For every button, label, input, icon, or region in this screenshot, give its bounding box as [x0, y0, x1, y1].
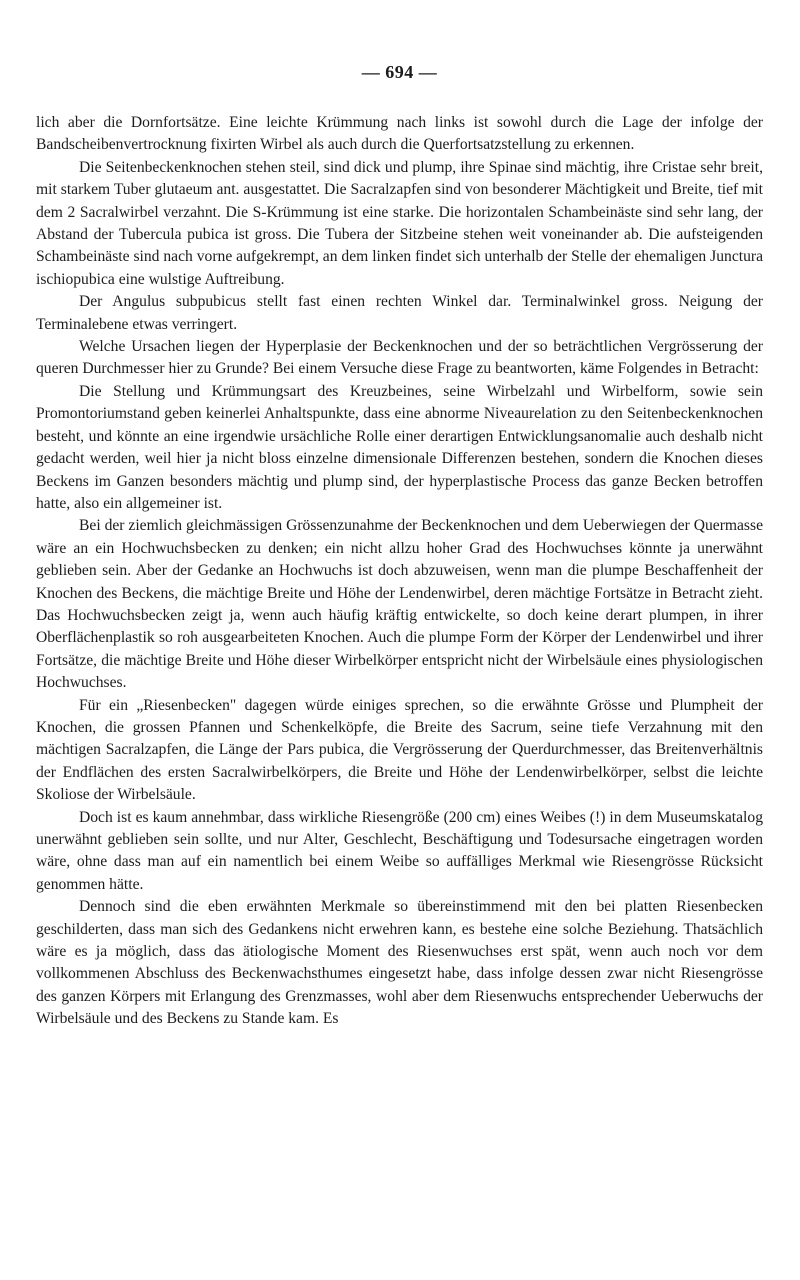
- paragraph-5: Die Stellung und Krümmungsart des Kreuzbeines, seine Wirbelzahl und Wirbelform, sowie sein Promontoriumstand geben keinerlei Anhaltspunkte, dass eine abnorme Niveaurelation zu den Seitenbeckenknochen besteht, und könnte an eine irgendwie ursächliche Rolle einer derartigen Entwicklungsanomalie auch deshalb nicht gedacht werden, weil hier ja nicht bloss einzelne dimensionale Differenzen bestehen, sondern die Knochen dieses Beckens im Ganzen besonders mächtig und plump sind, der hyperplastische Process das ganze Becken betroffen hatte, also ein allgemeiner ist.: [36, 382, 763, 512]
- paragraph-4: Welche Ursachen liegen der Hyperplasie der Beckenknochen und der so beträchtlichen Vergrösserung der queren Durchmesser hier zu Grunde? Bei einem Versuche diese Frage zu beantworten, käme Folgendes in Betracht:: [36, 338, 763, 378]
- paragraph-6: Bei der ziemlich gleichmässigen Grössenzunahme der Beckenknochen und dem Ueberwiegen der Quermasse wäre an ein Hochwuchsbecken zu denken; ein nicht allzu hoher Grad des Hochwuchses könnte ja unerwähnt geblieben sein. Aber der Gedanke an Hochwuchs ist doch abzuweisen, wenn man die plumpe Beschaffenheit der Knochen des Beckens, die mächtige Breite und Höhe der Lendenwirbel, deren mächtige Fortsätze in Betracht zieht. Das Hochwuchsbecken zeigt ja, wenn auch häufig kräftig entwickelte, so doch keine derart plumpen, in ihrer Oberflächenplastik so roh ausgearbeiteten Knochen. Auch die plumpe Form der Körper der Lendenwirbel und ihrer Fortsätze, die mächtige Breite und Höhe dieser Wirbelkörper entspricht nicht der Wirbelsäule eines physiologischen Hochwuchses.: [36, 517, 763, 692]
- body-text: [36, 112, 763, 1031]
- document-page: [36, 0, 763, 1280]
- paragraph-3: Der Angulus subpubicus stellt fast einen rechten Winkel dar. Terminalwinkel gross. Neigung der Terminalebene etwas verringert.: [36, 293, 763, 333]
- paragraph-7: Für ein „Riesenbecken" dagegen würde einiges sprechen, so die erwähnte Grösse und Plumpheit der Knochen, die grossen Pfannen und Schenkelköpfe, die Breite des Sacrum, seine tiefe Verzahnung mit den mächtigen Sacralzapfen, die Länge der Pars pubica, die Vergrösserung der Querdurchmesser, das Breitenverhältnis der Endflächen des ersten Sacralwirbelkörpers, die Breite und Höhe der Lendenwirbelkörper, selbst die leichte Skoliose der Wirbelsäule.: [36, 696, 763, 804]
- paragraph-2: Die Seitenbeckenknochen stehen steil, sind dick und plump, ihre Spinae sind mächtig, ihre Cristae sehr breit, mit starkem Tuber glutaeum ant. ausgestattet. Die Sacralzapfen sind von besonderer Mächtigkeit und Breite, tief mit dem 2 Sacralwirbel verzahnt. Die S-Krümmung ist eine starke. Die horizontalen Schambeinäste sind sehr lang, der Abstand der Tubercula pubica ist gross. Die Tubera der Sitzbeine stehen weit voneinander ab. Die aufsteigenden Schambeinäste sind nach vorne aufgekrempt, an dem linken findet sich unterhalb der Stelle der ehemaligen Junctura ischiopubica eine wulstige Auftreibung.: [36, 158, 763, 288]
- paragraph-8: Doch ist es kaum annehmbar, dass wirkliche Riesengröße (200 cm) eines Weibes (!) in dem Museumskatalog unerwähnt geblieben sein sollte, und nur Alter, Geschlecht, Beschäftigung und Todesursache eingetragen worden wäre, ohne dass man auf ein namentlich bei einem Weibe so auffälliges Merkmal wie Riesengrösse Rücksicht genommen hätte.: [36, 808, 763, 893]
- page-number: — 694 —: [361, 62, 438, 82]
- paragraph-1: lich aber die Dornfortsätze. Eine leichte Krümmung nach links ist sowohl durch die Lage der infolge der Bandscheibenvertrocknung fixirten Wirbel als auch durch die Querfortsatzstellung zu erkennen.: [36, 114, 763, 154]
- paragraph-9: Dennoch sind die eben erwähnten Merkmale so übereinstimmend mit den bei platten Riesenbecken geschilderten, dass man sich des Gedankens nicht erwehren kann, es bestehe eine solche Beziehung. Thatsächlich wäre es ja möglich, dass das ätiologische Moment des Riesenwuchses erst spät, wenn auch noch vor dem vollkommenen Abschluss des Beckenwachsthumes eingesetzt habe, dass infolge dessen zwar nicht Riesengrösse des ganzen Körpers mit Erlangung des Grenzmasses, wohl aber dem Riesenwuchs entsprechender Ueberwuchs der Wirbelsäule und des Beckens zu Stande kam. Es: [36, 898, 763, 1028]
